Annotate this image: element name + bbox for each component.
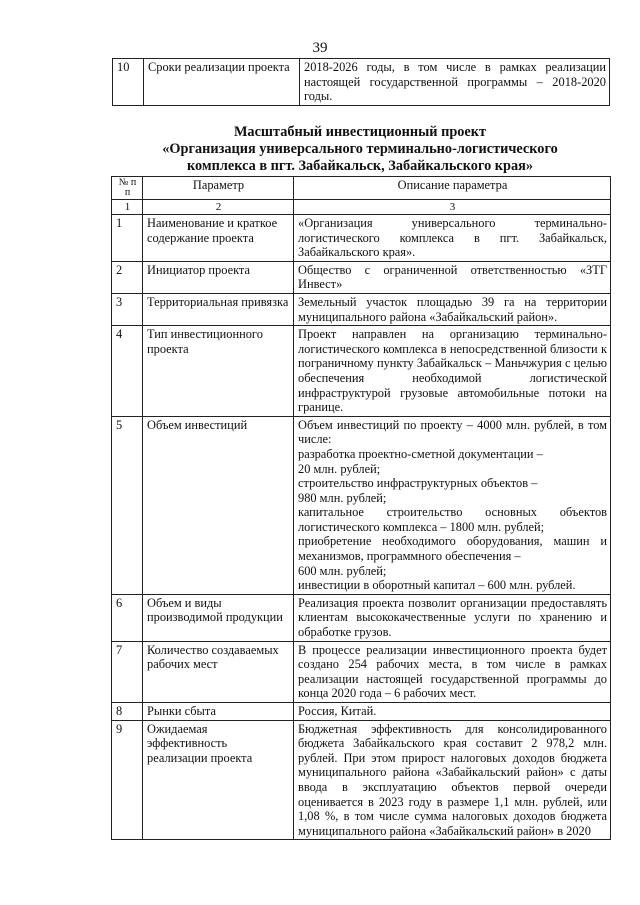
investment-line: Объем инвестиций по проекту – 4000 млн. рублей, в том числе: [298, 417, 607, 447]
table-row [113, 59, 610, 106]
row-number: 7 [112, 641, 143, 702]
index-cell-3: 3 [294, 200, 611, 215]
row-description: Реализация проекта позволит организации предоставлять клиентам высококачественные услуги по хранению и обработке грузов. [294, 594, 611, 641]
index-cell-1: 1 [112, 200, 143, 215]
investment-line: 980 млн. рублей; [298, 490, 387, 505]
project-parameters-table [111, 176, 611, 840]
row-parameter: Рынки сбыта [143, 703, 294, 721]
row-parameter: Объем инвестиций [143, 416, 294, 594]
row-parameter: Ожидаемая эффективность реализации проекта [143, 720, 294, 840]
row-description: «Организация универсального терминально-логистического комплекса в пгт. Забайкальск, Забайкальского края». [294, 215, 611, 262]
row-description: Проект направлен на организацию терминально-логистического комплекса в непосредственной близости к пограничному пункту Забайкальск – Маньчжурия с целью обеспечения необходимой логистической инфраструктурой грузовые автомобильные потоки на границе. [294, 326, 611, 417]
row-parameter: Территориальная привязка [143, 293, 294, 325]
heading-line-1: Масштабный инвестиционный проект [233, 124, 487, 140]
row-number: 6 [112, 594, 143, 641]
row-number: 3 [112, 293, 143, 325]
row-number: 1 [112, 215, 143, 262]
row-description: Бюджетная эффективность для консолидированного бюджета Забайкальского края составит 2 978,2 млн. рублей. При этом прирост налоговых доходов бюджета муниципального района «Забайкальский район» с даты ввода в эксплуатацию объектов первой очереди оценивается в 2023 году в размере 1,1 млн. рублей, или 1,08 %, в том числе сумма налоговых доходов бюджета муниципального района «Забайкальский район» в 2020 [294, 720, 611, 840]
header-parameter: Параметр [143, 177, 294, 200]
investment-line: 20 млн. рублей; [298, 461, 381, 476]
row-description-lines [294, 416, 611, 594]
header-number: № п п [112, 177, 143, 200]
row-parameter: Сроки реализации проекта [144, 59, 300, 106]
table-row [112, 261, 611, 293]
row-number: 10 [113, 59, 144, 106]
heading-line-2: «Организация универсального терминально-логистического [162, 141, 558, 157]
index-row [112, 200, 611, 215]
investment-line: разработка проектно-сметной документации – [298, 446, 543, 461]
row-number: 5 [112, 416, 143, 594]
investment-line: 600 млн. рублей; [298, 563, 387, 578]
row-number: 9 [112, 720, 143, 840]
table-row [112, 594, 611, 641]
heading-line-3: комплекса в пгт. Забайкальск, Забайкальского края» [186, 158, 534, 174]
page-number: 39 [312, 40, 328, 56]
row-description: В процессе реализации инвестиционного проекта будет создано 254 рабочих места, в том числе в рамках реализации настоящей государственной программы до конца 2020 года – 6 рабочих мест. [294, 641, 611, 702]
row-description: Общество с ограниченной ответственностью «ЗТГ Инвест» [294, 261, 611, 293]
table-row [112, 215, 611, 262]
row-parameter: Объем и виды производимой продукции [143, 594, 294, 641]
row-parameter: Наименование и краткое содержание проекта [143, 215, 294, 262]
header-row [112, 177, 611, 200]
row-number: 4 [112, 326, 143, 417]
row-description: Земельный участок площадью 39 га на территории муниципального района «Забайкальский район». [294, 293, 611, 325]
row-parameter: Количество создаваемых рабочих мест [143, 641, 294, 702]
table-row [112, 416, 611, 594]
investment-line: инвестиции в оборотный капитал – 600 млн. рублей. [298, 578, 576, 593]
row-description: 2018-2026 годы, в том числе в рамках реализации настоящей государственной программы – 2018-2020 годы. [300, 59, 610, 106]
row-description: Россия, Китай. [294, 703, 611, 721]
table-row [112, 641, 611, 702]
table-row [112, 720, 611, 840]
investment-line: приобретение необходимого оборудования, машин и механизмов, программного обеспечения – [298, 534, 607, 564]
index-cell-2: 2 [143, 200, 294, 215]
top-continuation-table [112, 58, 610, 106]
row-parameter: Тип инвестиционного проекта [143, 326, 294, 417]
project-heading [120, 124, 600, 175]
table-row [112, 293, 611, 325]
table-row [112, 326, 611, 417]
investment-line: капитальное строительство основных объектов логистического комплекса – 1800 млн. рублей; [298, 505, 607, 534]
investment-line: строительство инфраструктурных объектов – [298, 476, 538, 491]
row-parameter: Инициатор проекта [143, 261, 294, 293]
row-number: 2 [112, 261, 143, 293]
header-description: Описание параметра [294, 177, 611, 200]
row-number: 8 [112, 703, 143, 721]
table-row [112, 703, 611, 721]
